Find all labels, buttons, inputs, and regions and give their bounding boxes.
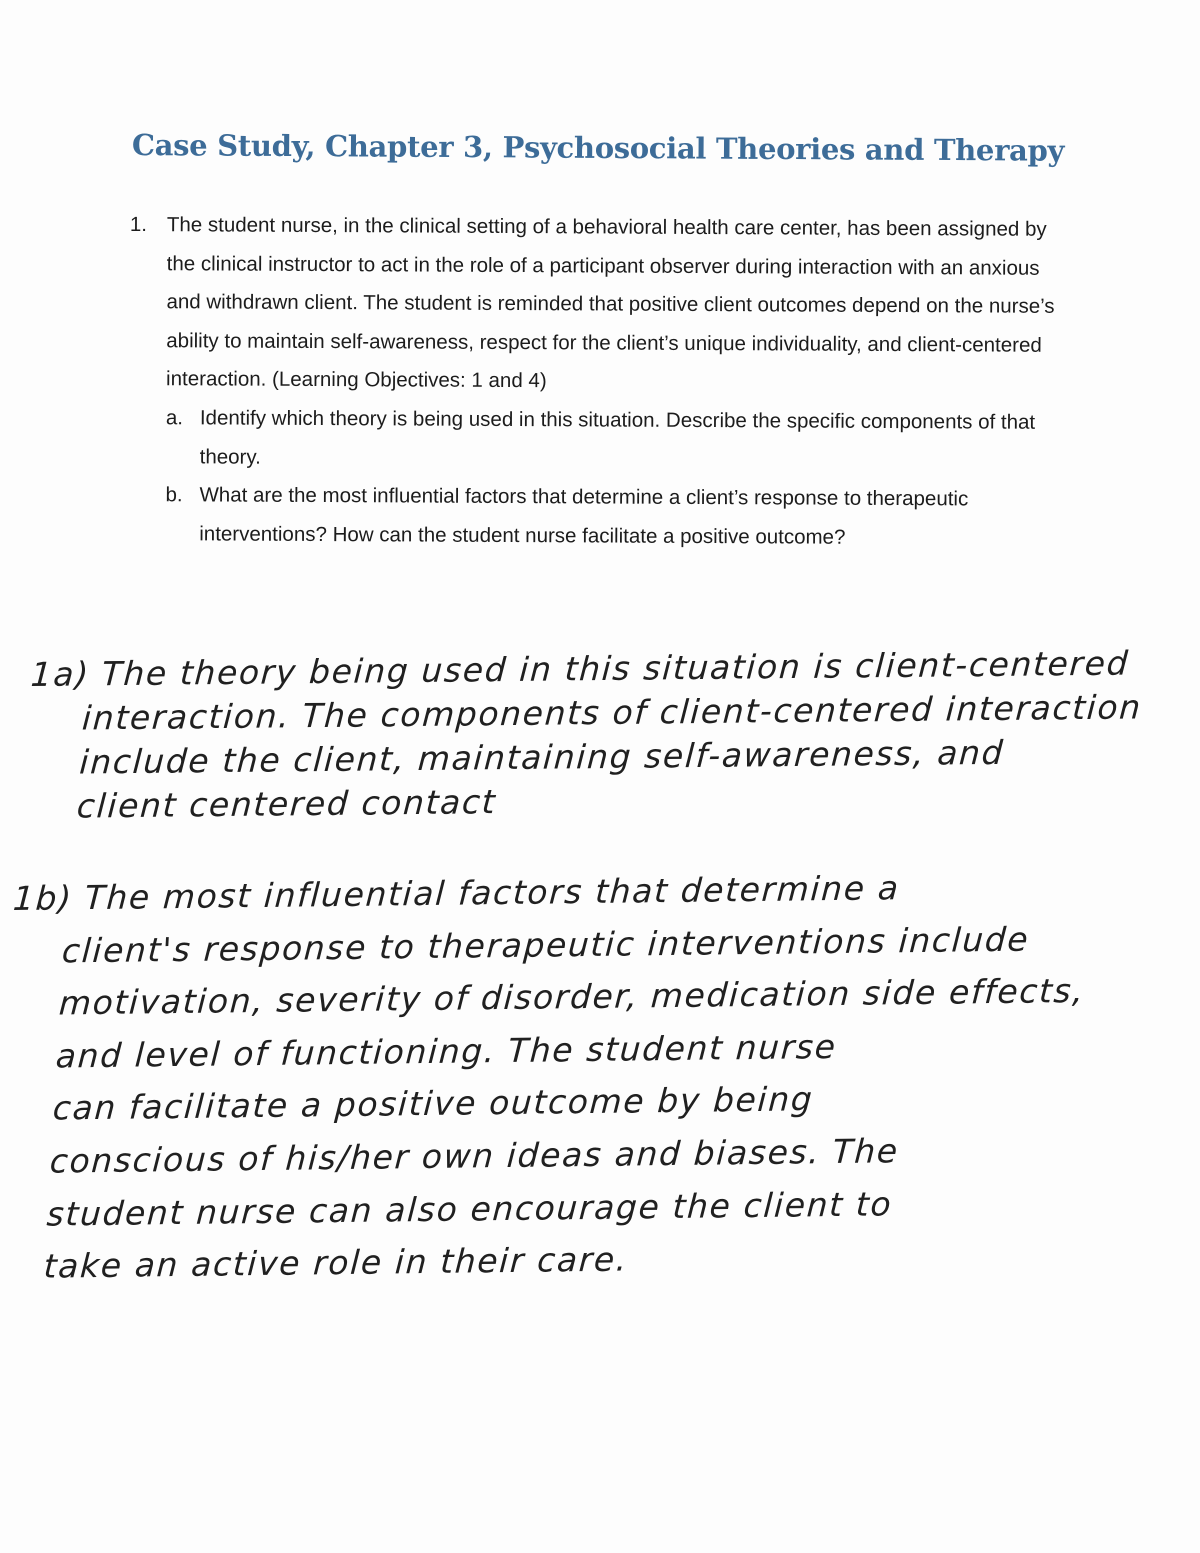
handwritten-answer-1b <box>0 869 1092 1303</box>
answer-line: can facilitate a positive outcome by being <box>51 1079 815 1128</box>
handwritten-answer-1a <box>22 643 1146 831</box>
question-number: 1. <box>129 212 148 237</box>
sub-question-text: Identify which theory is being used in this situation. Describe the specific components of that theory. <box>199 406 1036 469</box>
answer-line: client's response to therapeutic interventions include <box>60 919 1031 971</box>
sub-question-letter: a. <box>165 406 184 430</box>
document-title: Case Study, Chapter 3, Psychosocial Theories and Therapy <box>131 128 1065 168</box>
answer-line: include the client, maintaining self-awareness, and <box>78 732 1006 782</box>
answer-line: conscious of his/her own ideas and biases. The <box>48 1131 900 1181</box>
sub-question-list <box>128 399 1069 558</box>
answer-line: take an active role in their care. <box>42 1239 630 1286</box>
answer-line: motivation, severity of disorder, medication side effects, <box>57 971 1086 1023</box>
answer-line: student nurse can also encourage the client to <box>45 1183 894 1234</box>
sub-question-letter: b. <box>165 483 183 507</box>
sub-question-b <box>128 476 1068 558</box>
question-row <box>129 206 1070 404</box>
case-study-question <box>128 206 1070 558</box>
answer-line: client centered contact <box>75 782 498 826</box>
sub-question-text: What are the most influential factors that determine a client’s response to therapeutic interventions? How can the student nurse facilitate a positive outcome? <box>199 483 969 549</box>
answer-line: 1b) The most influential factors that determine a <box>11 868 901 919</box>
answer-line: and level of functioning. The student nurse <box>54 1026 838 1076</box>
question-text: The student nurse, in the clinical setting of a behavioral health care center, has been assigned by the clinical instructor to act in the role of a participant observer during interaction with an anxious and withdrawn client. The student is reminded that positive client outcomes depend on the nurse’s ability to maintain self-awareness, respect for the client’s unique individuality, and client-centered interaction. (Learning Objectives: 1 and 4) <box>166 213 1055 393</box>
answer-line: 1a) The theory being used in this situation is client-centered <box>29 643 1131 695</box>
answer-line: interaction. The components of client-centered interaction <box>81 687 1144 738</box>
sub-question-a <box>129 399 1069 481</box>
